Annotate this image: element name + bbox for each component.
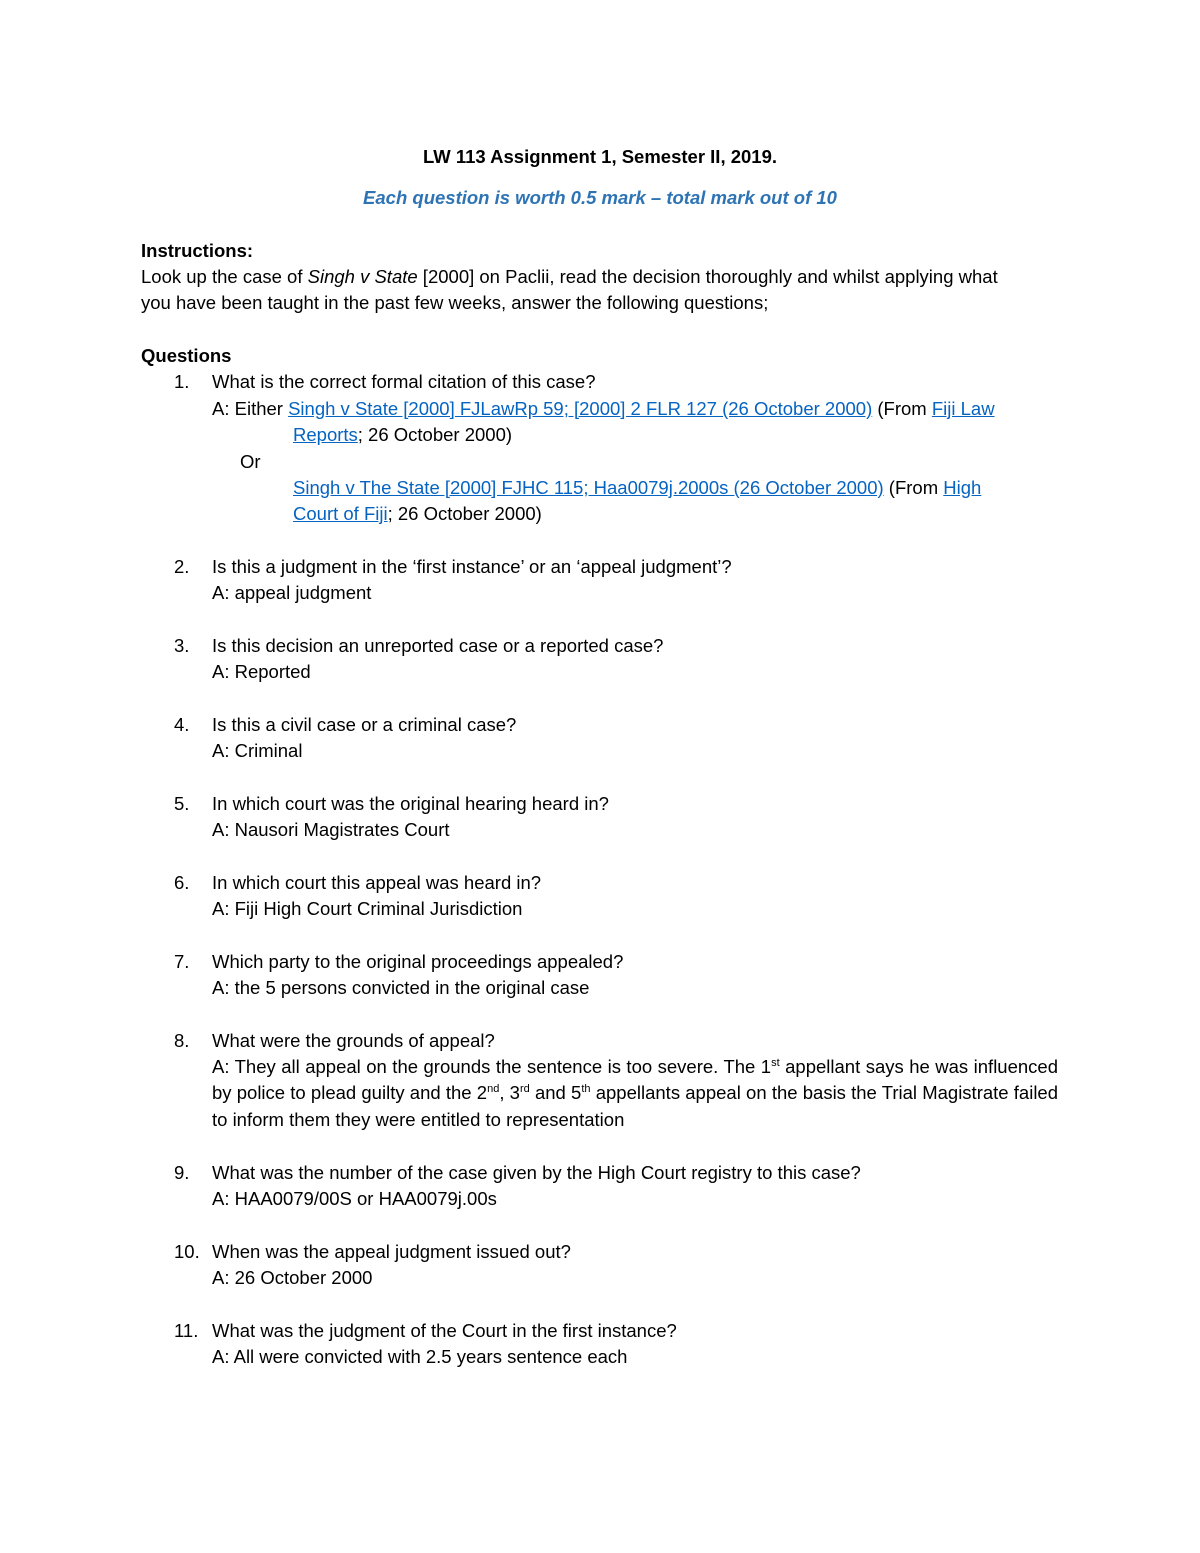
citation-link-fjlawrp[interactable]: Singh v State [2000] FJLawRp 59; [2000] 2 FLR 127 (26 October 2000) xyxy=(288,398,873,419)
fiji-law-reports-link[interactable]: Fiji Law xyxy=(931,398,995,419)
question-11-text: What was the judgment of the Court in the first instance? xyxy=(212,1320,677,1341)
question-10-answer: A: 26 October 2000 xyxy=(212,1267,373,1288)
question-1-text: What is the correct formal citation of this case? xyxy=(212,371,596,392)
question-5-text: In which court was the original hearing heard in? xyxy=(212,793,609,814)
question-2-text: Is this a judgment in the ‘first instance’ or an ‘appeal judgment’? xyxy=(212,556,732,577)
citation-link-fjhc[interactable]: Singh v The State [2000] FJHC 115; Haa0079j.2000s (26 October 2000) xyxy=(293,477,884,498)
question-3-text: Is this decision an unreported case or a reported case? xyxy=(212,635,664,656)
question-3-answer: A: Reported xyxy=(212,661,311,682)
question-6-answer: A: Fiji High Court Criminal Jurisdiction xyxy=(212,898,523,919)
fiji-law-reports-link-cont[interactable]: Reports xyxy=(293,424,358,445)
question-10-number: 10. xyxy=(174,1241,200,1262)
question-6-text: In which court this appeal was heard in? xyxy=(212,872,542,893)
question-1-answer-line-2: Reports; 26 October 2000) xyxy=(293,424,513,445)
question-10-text: When was the appeal judgment issued out? xyxy=(212,1241,571,1262)
question-7-answer: A: the 5 persons convicted in the original case xyxy=(212,977,590,998)
question-6-number: 6. xyxy=(174,872,190,893)
question-1-answer-line-1: A: Either Singh v State [2000] FJLawRp 59; [2000] 2 FLR 127 (26 October 2000) (From Fiji Law xyxy=(212,398,995,419)
question-2-number: 2. xyxy=(174,556,190,577)
high-court-of-fiji-link-cont[interactable]: Court of Fiji xyxy=(293,503,388,524)
question-3-number: 3. xyxy=(174,635,190,656)
question-1-answer-line-3: Singh v The State [2000] FJHC 115; Haa0079j.2000s (26 October 2000) (From High xyxy=(293,477,982,498)
question-11-answer: A: All were convicted with 2.5 years sentence each xyxy=(212,1346,628,1367)
question-9-number: 9. xyxy=(174,1162,190,1183)
instructions-heading: Instructions: xyxy=(141,240,254,261)
question-1-number: 1. xyxy=(174,371,190,392)
high-court-of-fiji-link[interactable]: High xyxy=(943,477,982,498)
question-11-number: 11. xyxy=(174,1320,199,1341)
document-subtitle: Each question is worth 0.5 mark – total mark out of 10 xyxy=(363,187,837,208)
question-2-answer: A: appeal judgment xyxy=(212,582,372,603)
question-4-number: 4. xyxy=(174,714,190,735)
question-9-text: What was the number of the case given by the High Court registry to this case? xyxy=(212,1162,861,1183)
question-8-number: 8. xyxy=(174,1030,190,1051)
question-5-answer: A: Nausori Magistrates Court xyxy=(212,819,450,840)
document-title: LW 113 Assignment 1, Semester II, 2019. xyxy=(422,146,778,167)
question-1-answer-line-4: Court of Fiji; 26 October 2000) xyxy=(293,503,542,524)
instructions-line-2: you have been taught in the past few weeks, answer the following questions; xyxy=(141,292,769,313)
question-8-answer: A: They all appeal on the grounds the sentence is too severe. The 1st appellant says he was influenced by police to plead guilty and the 2nd, 3rd and 5th appellants appeal on the basis the Trial Magistrate failed to inform them they were entitled to representation xyxy=(212,1056,1059,1130)
question-7-text: Which party to the original proceedings appealed? xyxy=(212,951,624,972)
question-8-text: What were the grounds of appeal? xyxy=(212,1030,495,1051)
question-5-number: 5. xyxy=(174,793,190,814)
questions-heading: Questions xyxy=(141,345,232,366)
question-4-answer: A: Criminal xyxy=(212,740,303,761)
question-9-answer: A: HAA0079/00S or HAA0079j.00s xyxy=(212,1188,497,1209)
case-name: Singh v State xyxy=(307,266,418,287)
question-1-or: Or xyxy=(240,451,261,472)
question-7-number: 7. xyxy=(174,951,190,972)
question-4-text: Is this a civil case or a criminal case? xyxy=(212,714,517,735)
instructions-line-1: Look up the case of Singh v State [2000] on Paclii, read the decision thoroughly and whilst applying what xyxy=(141,266,998,287)
